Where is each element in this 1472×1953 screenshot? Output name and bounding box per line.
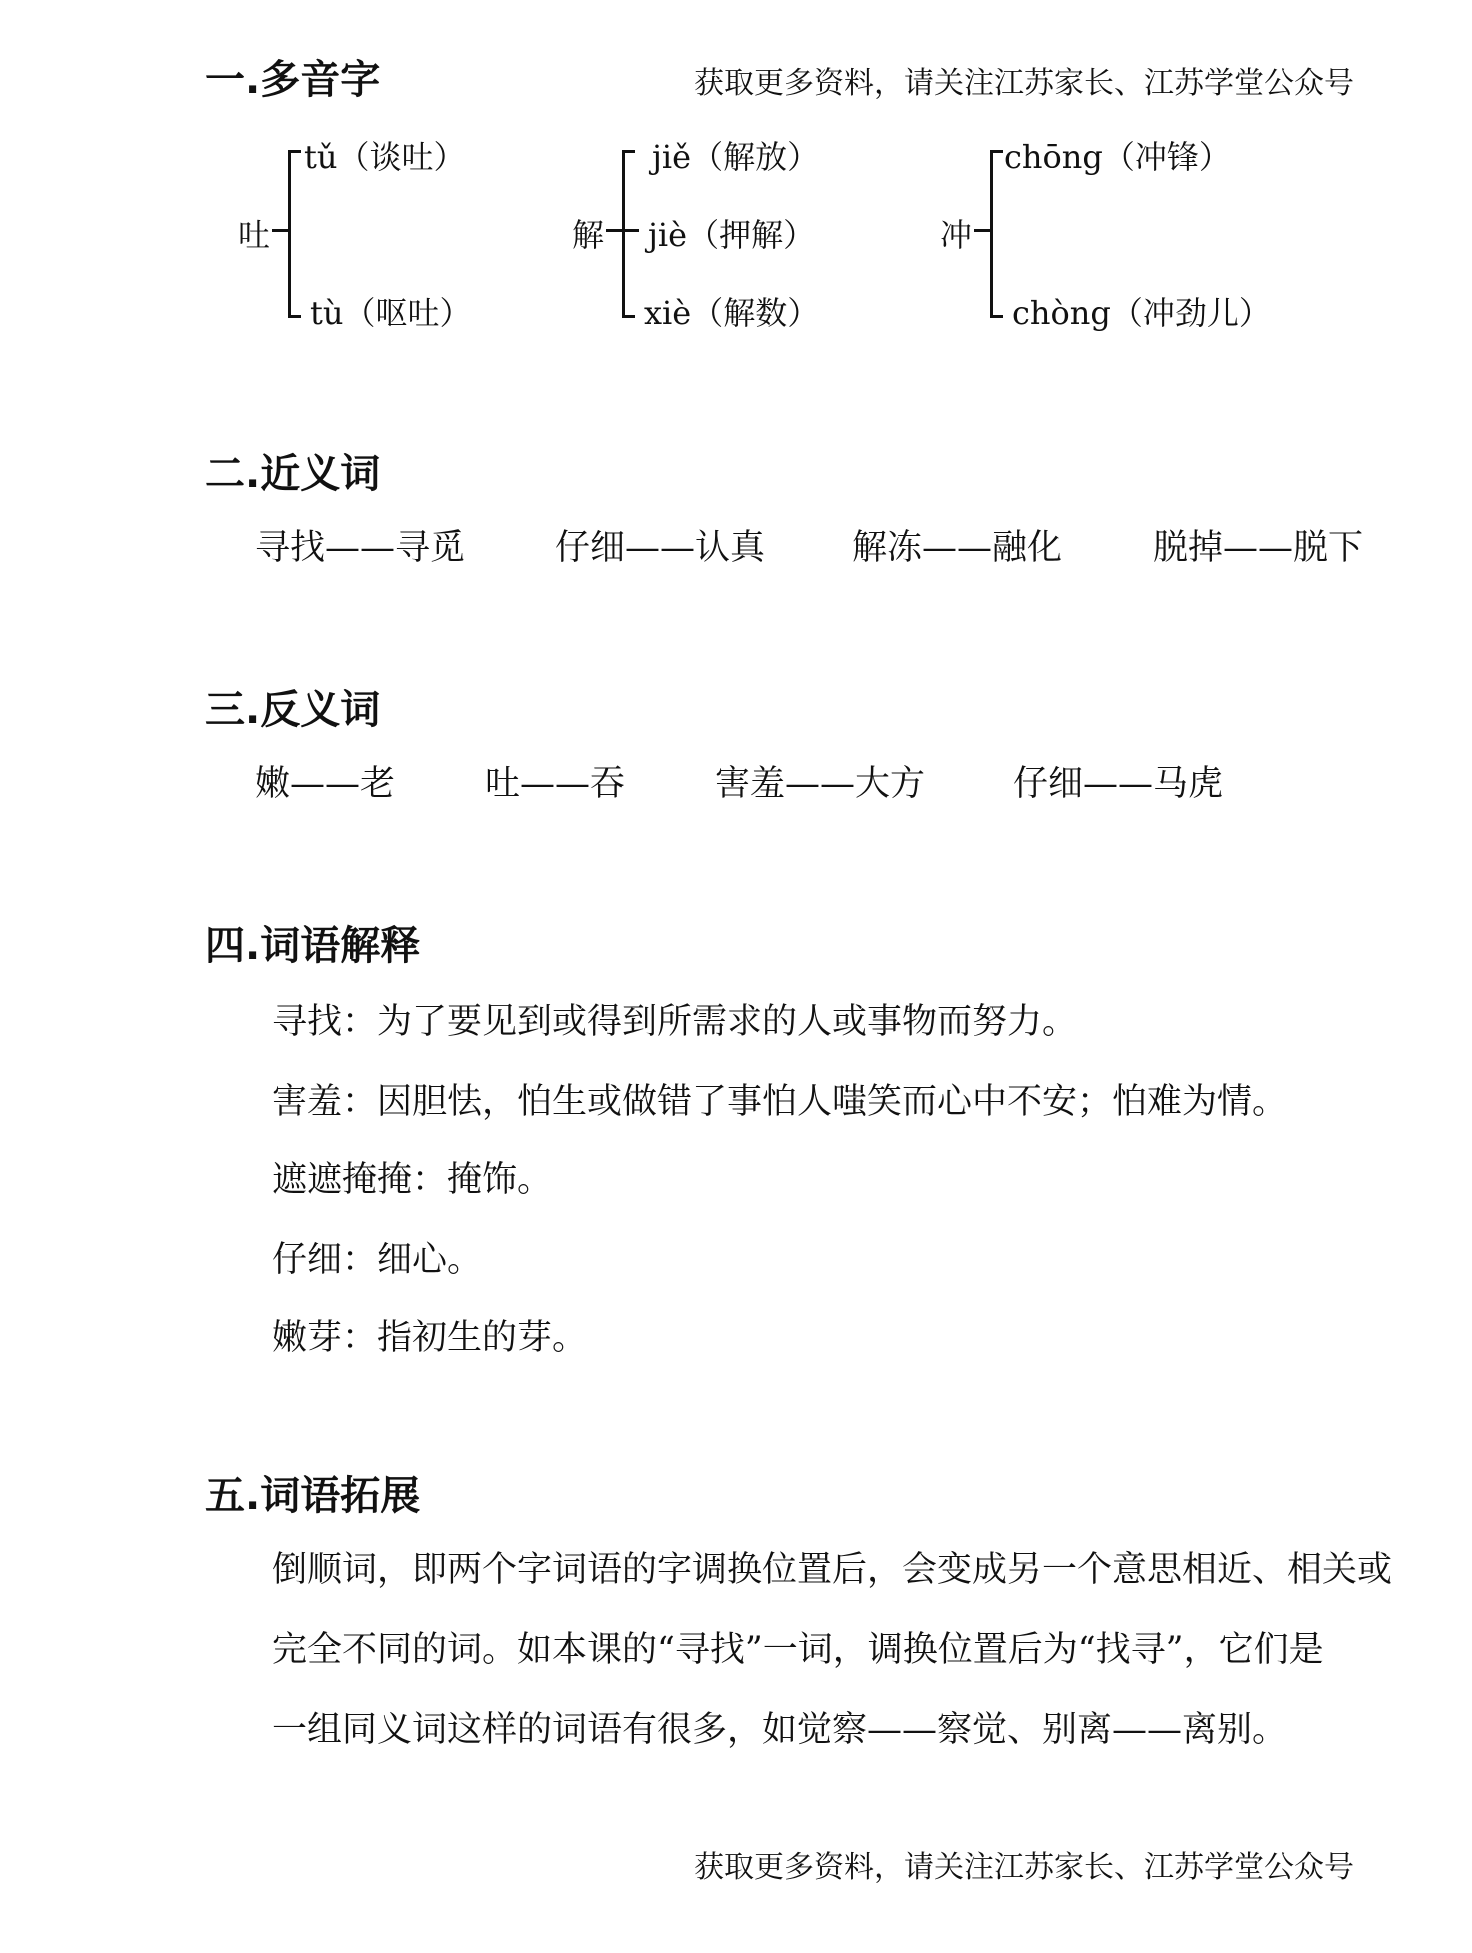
paragraph-line: 倒顺词，即两个字词语的字调换位置后，会变成另一个意思相近、相关或 — [272, 1550, 1393, 1590]
bracket-mid-jie — [625, 229, 639, 232]
header-note: 获取更多资料，请关注江苏家长、江苏学堂公众号 — [694, 66, 1354, 101]
antonym-pair: 仔细——马虎 — [1013, 764, 1224, 804]
reading-jie-3: xiè（解数） — [644, 294, 820, 332]
reading-jie-2: jiè（押解） — [648, 216, 816, 254]
footer-note: 获取更多资料，请关注江苏家长、江苏学堂公众号 — [694, 1850, 1354, 1885]
synonym-pair: 寻找——寻觅 — [255, 528, 466, 568]
polyphone-char-jie: 解 — [572, 216, 605, 254]
section5-title: 五.词语拓展 — [205, 1473, 421, 1519]
definition-item: 寻找：为了要见到或得到所需求的人或事物而努力。 — [272, 1002, 1078, 1042]
synonym-pair: 脱掉——脱下 — [1153, 528, 1364, 568]
definition-item: 害羞：因胆怯，怕生或做错了事怕人嗤笑而心中不安；怕难为情。 — [272, 1082, 1288, 1122]
polyphone-char-tu: 吐 — [238, 216, 271, 254]
bracket-jie — [622, 150, 635, 318]
antonym-pair: 吐——吞 — [485, 764, 626, 804]
section4-title: 四.词语解释 — [205, 923, 421, 969]
reading-chong-1: chōng（冲锋） — [1004, 138, 1231, 176]
synonym-pair: 仔细——认真 — [555, 528, 766, 568]
synonym-pair: 解冻——融化 — [852, 528, 1063, 568]
section2-title: 二.近义词 — [205, 451, 381, 497]
paragraph-line: 完全不同的词。如本课的“寻找”一词，调换位置后为“找寻”，它们是 — [272, 1630, 1324, 1670]
reading-tu-1: tǔ（谈吐） — [304, 138, 466, 176]
section3-title: 三.反义词 — [205, 687, 381, 733]
definition-item: 仔细：细心。 — [272, 1240, 483, 1280]
polyphone-char-chong: 冲 — [940, 216, 973, 254]
antonym-pair: 嫩——老 — [255, 764, 396, 804]
definition-item: 遮遮掩掩：掩饰。 — [272, 1160, 553, 1200]
bracket-tu — [288, 150, 301, 318]
definition-item: 嫩芽：指初生的芽。 — [272, 1318, 588, 1358]
bracket-chong — [990, 150, 1003, 318]
reading-tu-2: tù（呕吐） — [310, 294, 472, 332]
section1-title: 一.多音字 — [205, 57, 381, 103]
antonym-pair: 害羞——大方 — [715, 764, 926, 804]
paragraph-line: 一组同义词这样的词语有很多，如觉察——察觉、别离——离别。 — [272, 1710, 1288, 1750]
reading-jie-1: jiě（解放） — [652, 138, 820, 176]
reading-chong-2: chòng（冲劲儿） — [1012, 294, 1271, 332]
